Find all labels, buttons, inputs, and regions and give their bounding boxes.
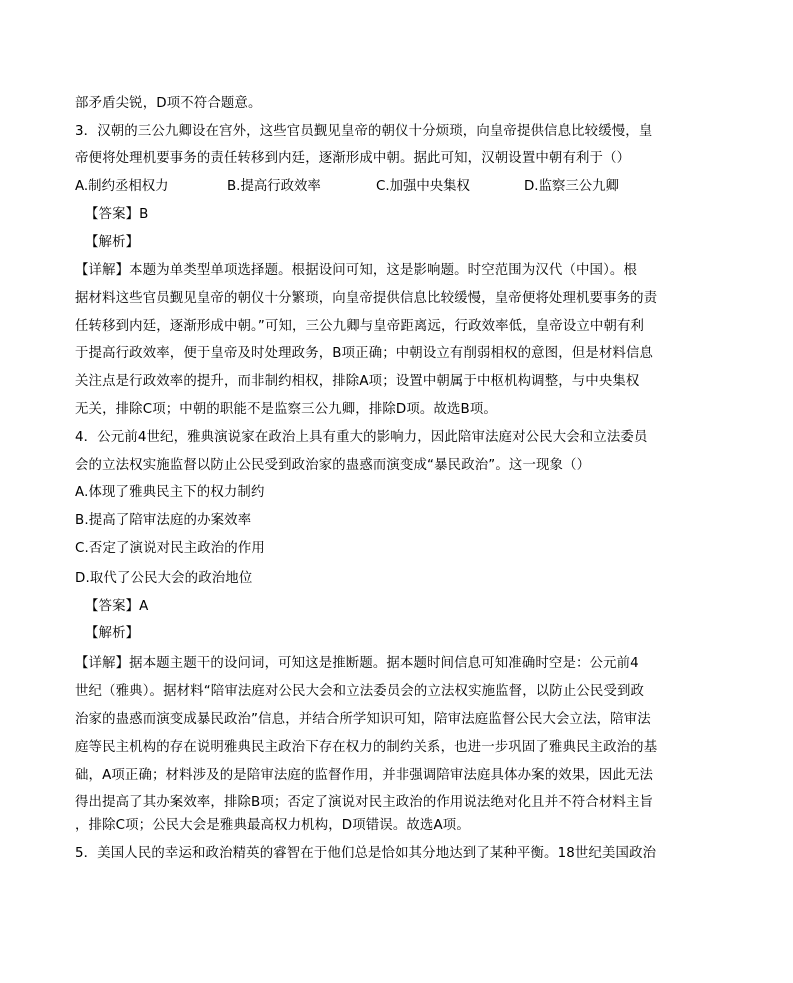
option-a: A.体现了雅典民主下的权力制约: [75, 485, 265, 500]
explanation-line: 治家的蛊惑而演变成暴民政治”信息，并结合所学知识可知，陪审法庭监督公民大会立法，陪审法: [75, 712, 651, 727]
option-d: D.监察三公九卿: [524, 179, 619, 194]
option-c: C.否定了演说对民主政治的作用: [75, 541, 265, 556]
question-4-stem: 4．公元前4世纪，雅典演说家在政治上具有重大的影响力，因此陪审法庭对公民大会和立法委员: [75, 430, 648, 445]
explanation-line: 世纪（雅典）。据材料“陪审法庭对公民大会和立法委员会的立法权实施监督，以防止公民受到政: [75, 684, 645, 699]
explanation-line: 庭等民主机构的存在说明雅典民主政治下存在权力的制约关系，也进一步巩固了雅典民主政治的基: [75, 740, 658, 755]
text-line: 部矛盾尖锐，D项不符合题意。: [75, 96, 262, 111]
analysis-label: 【解析】: [85, 626, 140, 641]
answer-label: 【答案】B: [85, 207, 149, 222]
explanation-line: 据材料这些官员觐见皇帝的朝仪十分繁琐，向皇帝提供信息比较缓慢，皇帝便将处理机要事务的责: [75, 291, 658, 306]
question-3-stem: 3．汉朝的三公九卿设在宫外，这些官员觐见皇帝的朝仪十分烦琐，向皇帝提供信息比较缓慢，皇: [75, 124, 653, 139]
question-5-stem: 5．美国人民的幸运和政治精英的睿智在于他们总是恰如其分地达到了某种平衡。18世纪美国政治: [75, 846, 657, 861]
analysis-label: 【解析】: [85, 235, 140, 250]
explanation-line: ，排除C项；公民大会是雅典最高权力机构，D项错误。故选A项。: [75, 818, 470, 833]
option-d: D.取代了公民大会的政治地位: [75, 571, 253, 586]
option-b: B.提高行政效率: [227, 179, 321, 194]
answer-label: 【答案】A: [85, 599, 149, 614]
explanation-line: 关注点是行政效率的提升，而非制约相权，排除A项；设置中朝属于中枢机构调整，与中央集权: [75, 374, 640, 389]
question-4-stem-cont: 会的立法权实施监督以防止公民受到政治家的蛊惑而演变成“暴民政治”。这一现象（）: [75, 458, 591, 473]
option-a: A.制约丞相权力: [75, 179, 169, 194]
question-3-stem-cont: 帝便将处理机要事务的责任转移到内廷，逐渐形成中朝。据此可知，汉朝设置中朝有利于（）: [75, 151, 631, 166]
explanation-line: 【详解】据本题主题干的设问词，可知这是推断题。据本题时间信息可知准确时空是：公元前4: [75, 656, 639, 671]
explanation-line: 任转移到内廷，逐渐形成中朝。”可知，三公九卿与皇帝距离远，行政效率低，皇帝设立中朝有利: [75, 319, 645, 334]
explanation-line: 无关，排除C项；中朝的职能不是监察三公九卿，排除D项。故选B项。: [75, 402, 497, 417]
explanation-line: 于提高行政效率，便于皇帝及时处理政务，B项正确；中朝设立有削弱相权的意图，但是材料信息: [75, 346, 654, 361]
explanation-line: 础，A项正确；材料涉及的是陪审法庭的监督作用，并非强调陪审法庭具体办案的效果，因此无法: [75, 768, 654, 783]
explanation-line: 【详解】本题为单类型单项选择题。根据设问可知，这是影响题。时空范围为汉代（中国）。根: [75, 263, 638, 278]
explanation-line: 得出提高了其办案效率，排除B项；否定了演说对民主政治的作用说法绝对化且并不符合材料主旨: [75, 795, 654, 810]
option-b: B.提高了陪审法庭的办案效率: [75, 513, 252, 528]
option-c: C.加强中央集权: [376, 179, 470, 194]
